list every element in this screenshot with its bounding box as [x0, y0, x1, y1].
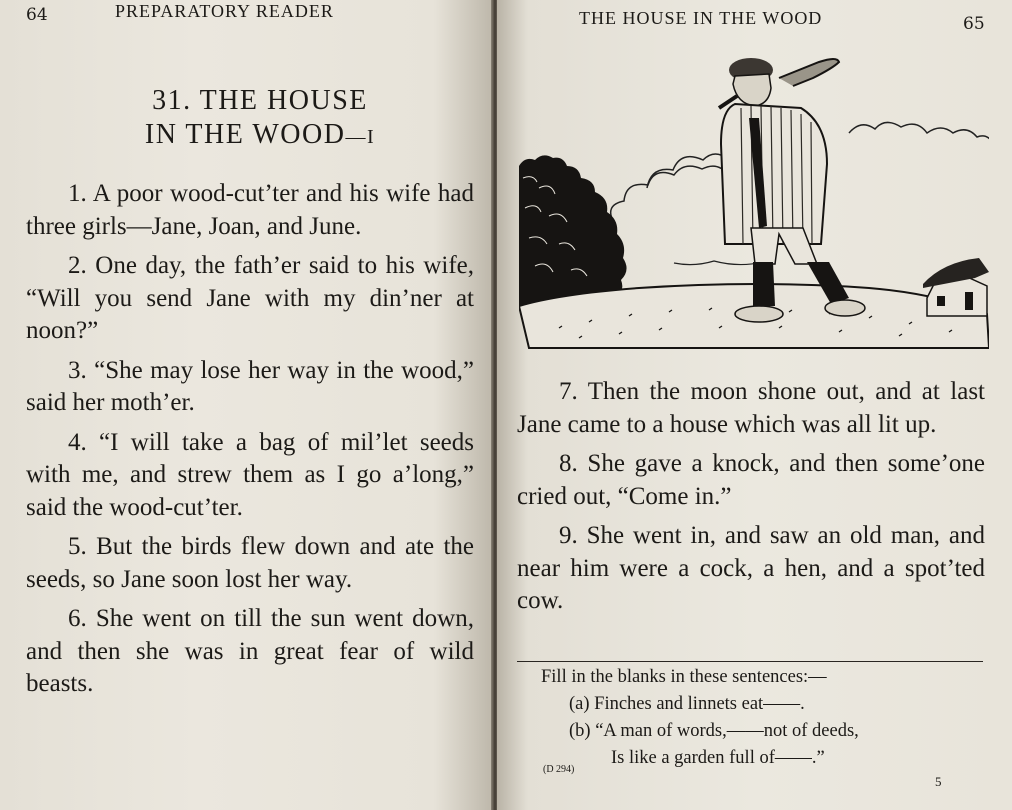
exercise-divider [517, 661, 983, 662]
chapter-part: —I [345, 126, 376, 148]
paragraph-9: 9. She went in, and saw an old man, and near him were a cock, a hen, and a spot’ted cow. [517, 522, 985, 614]
woodcutter-with-axe-illustration [519, 48, 989, 353]
right-body-text [517, 376, 985, 618]
left-running-head: PREPARATORY READER [115, 1, 334, 21]
paragraph-6: 6. She went on till the sun went down, and then she was in great fear of wild beasts. [26, 605, 474, 697]
chapter-title-line1: 31. THE HOUSE [152, 85, 368, 116]
exercise-line-a: (a) Finches and linnets eat——. [569, 694, 805, 714]
right-page-number: 65 [963, 14, 985, 34]
paragraph-4: 4. “I will take a bag of mil’let seeds with me, and strew them as I go a’long,” said the wood-cut’ter. [26, 428, 474, 521]
paragraph-2: 2. One day, the fath’er said to his wife, “Will you send Jane with my din’ner at noon?” [26, 252, 474, 344]
chapter-title [60, 84, 460, 154]
right-page [497, 0, 1012, 810]
signature-mark: 5 [935, 774, 942, 789]
exercise-block [541, 664, 961, 772]
paragraph-7: 7. Then the moon shone out, and at last Jane came to a house which was all lit up. [517, 378, 985, 438]
right-running-head: THE HOUSE IN THE WOOD [579, 8, 823, 28]
paragraph-3: 3. “She may lose her way in the wood,” said her moth’er. [26, 356, 474, 416]
exercise-line-c: Is like a garden full of——.” [611, 748, 825, 768]
paragraph-1: 1. A poor wood-cut’ter and his wife had three girls—Jane, Joan, and June. [26, 180, 474, 240]
left-page [0, 0, 493, 810]
paragraph-5: 5. But the birds flew down and ate the seeds, so Jane soon lost her way. [26, 533, 474, 593]
woodcutter-illustration [519, 48, 989, 353]
chapter-title-line2: IN THE WOOD [144, 119, 346, 150]
left-page-number: 64 [26, 5, 48, 25]
paragraph-8: 8. She gave a knock, and then some’one cried out, “Come in.” [517, 450, 985, 510]
left-body-text [26, 178, 474, 701]
exercise-instruction: Fill in the blanks in these sentences:— [541, 667, 827, 687]
chapter-title-line2-wrap [60, 118, 460, 154]
exercise-line-b: (b) “A man of words,——not of deeds, [569, 721, 859, 741]
printer-mark: (D 294) [543, 764, 575, 775]
